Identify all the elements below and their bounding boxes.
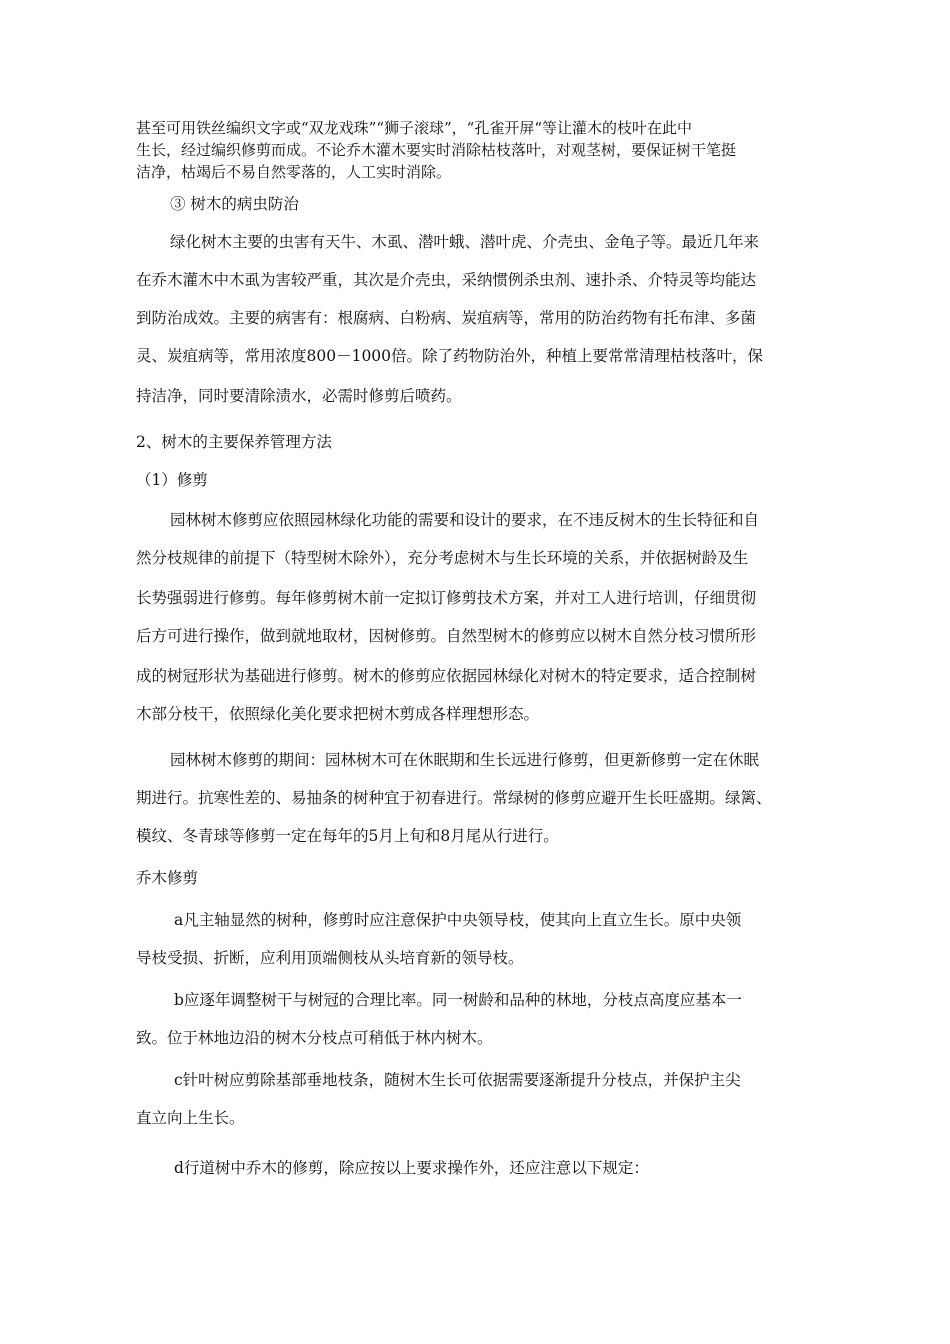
item-c-line-2: 直立向上生长。 (136, 1109, 245, 1127)
intro-line-1: 甚至可用铁丝编织文字或“双龙戏珠”“狮子滚球”，“孔雀开屏“等让灌木的枝叶在此中 (136, 119, 693, 137)
prune-para1-line-3: 长势强弱进行修剪。每年修剪树木前一定拟订修剪技术方案，并对工人进行培训，仔细贯彻 (136, 589, 757, 607)
sub1-heading: （1）修剪 (136, 471, 208, 489)
intro-line-2: 生长，经过编织修剪而成。不论乔木灌木要实时消除枯枝落叶，对观茎树，要保证树干笔挺 (136, 141, 737, 159)
pest-para-line-2: 在乔木灌木中木虱为害较严重，其次是介壳虫，采纳惯例杀虫剂、速扑杀、介特灵等均能达 (136, 271, 757, 289)
pest-heading: ③ 树木的病虫防治 (170, 195, 299, 213)
section2-heading: 2、树木的主要保养管理方法 (136, 433, 332, 451)
pest-para-line-3: 到防治成效。主要的病害有：根腐病、白粉病、炭疽病等，常用的防治药物有托布津、多菌 (136, 309, 757, 327)
item-a-line-2: 导枝受损、折断，应利用顶端侧枝从头培育新的领导枝。 (136, 949, 524, 967)
prune-para2-line-3: 模纹、冬青球等修剪一定在每年的5月上旬和8月尾从行进行。 (136, 827, 559, 845)
prune-para1-line-5: 成的树冠形状为基础进行修剪。树木的修剪应依据园林绿化对树木的特定要求，适合控制树 (136, 667, 757, 685)
prune-para2-line-1: 园林树木修剪的期间：园林树木可在休眠期和生长远进行修剪，但更新修剪一定在休眠 (170, 751, 760, 769)
prune-para2-line-2: 期进行。抗寒性差的、易抽条的树种宜于初春进行。常绿树的修剪应避开生长旺盛期。绿篱、 (136, 789, 772, 807)
item-b-line-2: 致。位于林地边沿的树木分枝点可稍低于林内树木。 (136, 1029, 493, 1047)
pest-para-line-5: 持洁净，同时要清除渍水，必需时修剪后喷药。 (136, 387, 462, 405)
item-a-line-1: a凡主轴显然的树种，修剪时应注意保护中央领导枝，使其向上直立生长。原中央领 (174, 911, 742, 929)
tree-prune-heading: 乔木修剪 (136, 869, 199, 887)
intro-line-3: 洁净，枯竭后不易自然零落的，人工实时消除。 (136, 163, 452, 181)
item-b-line-1: b应逐年调整树干与树冠的合理比率。同一树龄和品种的林地，分枝点高度应基本一 (174, 991, 742, 1009)
prune-para1-line-4: 后方可进行操作，做到就地取材，因树修剪。自然型树木的修剪应以树木自然分枝习惯所形 (136, 627, 757, 645)
pest-para-line-1: 绿化树木主要的虫害有天牛、木虱、潜叶蛾、潜叶虎、介壳虫、金龟子等。最近几年来 (170, 233, 760, 251)
item-d-line-1: d行道树中乔木的修剪，除应按以上要求操作外，还应注意以下规定： (174, 1159, 649, 1177)
item-c-line-1: c针叶树应剪除基部垂地枝条，随树木生长可依据需要逐渐提升分枝点，并保护主尖 (174, 1071, 741, 1089)
pest-para-line-4: 灵、炭疽病等，常用浓度800－1000倍。除了药物防治外，种植上要常常清理枯枝落叶，保 (136, 347, 764, 365)
prune-para1-line-6: 木部分枝干，依照绿化美化要求把树木剪成各样理想形态。 (136, 705, 540, 723)
prune-para1-line-2: 然分枝规律的前提下（特型树木除外），充分考虑树木与生长环境的关系，并依据树龄及生 (136, 549, 749, 567)
prune-para1-line-1: 园林树木修剪应依照园林绿化功能的需要和设计的要求，在不违反树木的生长特征和自 (170, 511, 760, 529)
